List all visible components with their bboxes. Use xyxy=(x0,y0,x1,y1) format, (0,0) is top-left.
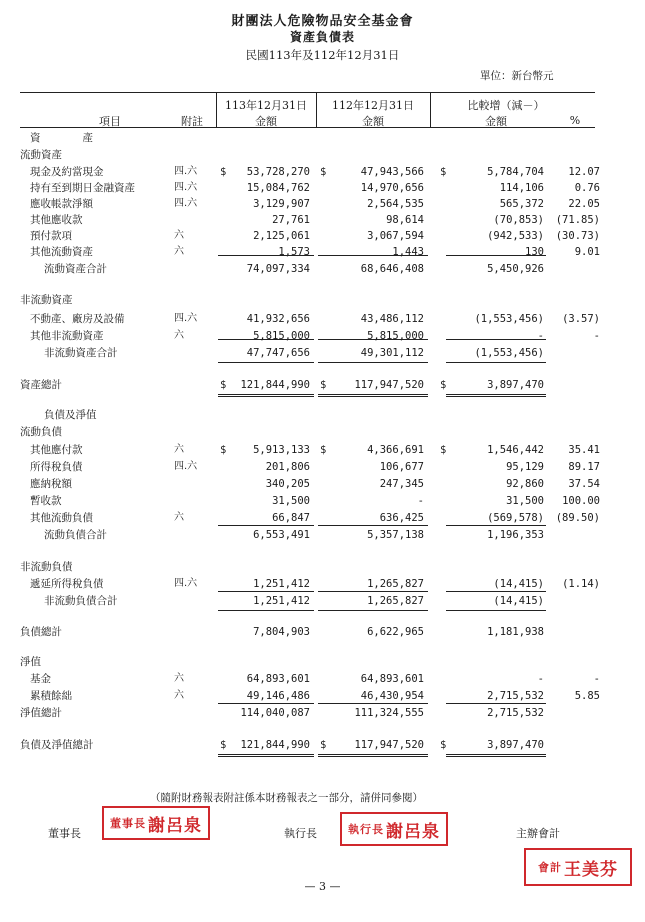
row-label: 其他應付款 xyxy=(30,444,83,456)
currency-symbol: $ xyxy=(220,379,227,391)
change-amount: (942,533) xyxy=(487,230,544,242)
current-amount: 74,097,334 xyxy=(246,263,310,275)
current-amount: 53,728,270 xyxy=(246,166,310,178)
current-amount: 114,040,087 xyxy=(240,707,310,719)
prior-amount: 5,357,138 xyxy=(367,529,424,541)
current-amount: 31,500 xyxy=(272,495,310,507)
change-percent: (30.73) xyxy=(555,230,600,242)
subtotal-rule xyxy=(446,255,546,256)
change-amount: - xyxy=(537,330,544,342)
row-label: 流動負債合計 xyxy=(44,529,107,541)
prior-amount: 117,947,520 xyxy=(354,379,424,391)
col-divider xyxy=(430,92,431,127)
current-amount: 1,251,412 xyxy=(253,578,310,590)
prior-amount: 111,324,555 xyxy=(354,707,424,719)
prior-amount: 49,301,112 xyxy=(360,347,424,359)
row-note: 六 xyxy=(174,444,184,455)
current-amount: 121,844,990 xyxy=(240,739,310,751)
column-header-current-date: 113年12月31日 xyxy=(225,99,307,112)
prior-amount: 64,893,601 xyxy=(360,673,424,685)
change-percent: 22.05 xyxy=(568,198,600,210)
prior-amount: 47,943,566 xyxy=(360,166,424,178)
currency-symbol: $ xyxy=(220,444,227,456)
statement-period: 民國113年及112年12月31日 xyxy=(245,48,400,62)
table-top-rule xyxy=(20,92,595,93)
prior-amount: 68,646,408 xyxy=(360,263,424,275)
row-label: 非流動負債合計 xyxy=(44,595,118,607)
change-amount: (14,415) xyxy=(493,578,544,590)
row-label: 其他流動負債 xyxy=(30,512,93,524)
currency-unit: 單位：新台幣元 xyxy=(480,70,554,82)
prior-amount: 117,947,520 xyxy=(354,739,424,751)
subtotal-rule xyxy=(318,703,428,704)
change-amount: (569,578) xyxy=(487,512,544,524)
change-amount: 5,450,926 xyxy=(487,263,544,275)
subtotal-rule xyxy=(318,255,428,256)
change-percent: 100.00 xyxy=(562,495,600,507)
currency-symbol: $ xyxy=(440,379,447,391)
row-label: 應收帳款淨額 xyxy=(30,198,93,210)
change-amount: (70,853) xyxy=(493,214,544,226)
subtotal-rule xyxy=(318,525,428,526)
seal-title: 董事長 xyxy=(110,817,146,830)
change-percent: (3.57) xyxy=(562,313,600,325)
column-header-prior-amount: 金額 xyxy=(362,115,384,128)
prior-amount: 1,265,827 xyxy=(367,578,424,590)
change-percent: 5.85 xyxy=(574,690,600,702)
total-double-rule xyxy=(218,394,314,397)
row-label: 負債及淨值 xyxy=(44,409,97,421)
row-note: 六 xyxy=(174,512,184,523)
change-amount: 565,372 xyxy=(499,198,544,210)
prior-amount: 6,622,965 xyxy=(367,626,424,638)
subtotal-rule xyxy=(318,610,428,611)
current-amount: 340,205 xyxy=(265,478,310,490)
change-amount: (1,553,456) xyxy=(474,347,544,359)
change-percent: 9.01 xyxy=(574,246,600,258)
current-amount: 5,913,133 xyxy=(253,444,310,456)
change-amount: 5,784,704 xyxy=(487,166,544,178)
column-header-percent: % xyxy=(569,114,581,127)
change-amount: 2,715,532 xyxy=(487,690,544,702)
subtotal-rule xyxy=(446,703,546,704)
row-note: 六 xyxy=(174,673,184,684)
change-amount: 1,181,938 xyxy=(487,626,544,638)
subtotal-rule xyxy=(446,610,546,611)
change-amount: 130 xyxy=(525,246,544,258)
row-label: 不動產、廠房及設備 xyxy=(30,313,125,325)
row-label: 基金 xyxy=(30,673,51,685)
row-label: 非流動資產合計 xyxy=(44,347,118,359)
column-header-item: 項目 xyxy=(99,115,121,128)
subtotal-rule xyxy=(446,525,546,526)
change-amount: 1,546,442 xyxy=(487,444,544,456)
row-note: 四.六 xyxy=(174,578,198,589)
subtotal-rule xyxy=(218,610,314,611)
row-label: 資 產 xyxy=(30,132,93,144)
prior-amount: - xyxy=(417,495,424,507)
subtotal-rule xyxy=(218,703,314,704)
change-amount: 31,500 xyxy=(506,495,544,507)
change-amount: 3,897,470 xyxy=(487,379,544,391)
prior-amount: 2,564,535 xyxy=(367,198,424,210)
current-amount: 47,747,656 xyxy=(246,347,310,359)
change-percent: 37.54 xyxy=(568,478,600,490)
row-label: 所得稅負債 xyxy=(30,461,83,473)
prior-amount: 98,614 xyxy=(386,214,424,226)
row-label: 其他非流動資產 xyxy=(30,330,104,342)
currency-symbol: $ xyxy=(220,166,227,178)
total-double-rule xyxy=(318,754,428,757)
row-label: 流動負債 xyxy=(20,426,62,438)
row-label: 其他流動資產 xyxy=(30,246,93,258)
currency-symbol: $ xyxy=(320,379,327,391)
current-amount: 66,847 xyxy=(272,512,310,524)
column-header-note: 附註 xyxy=(181,115,203,128)
row-label: 其他應收款 xyxy=(30,214,83,226)
row-note: 四.六 xyxy=(174,198,198,209)
currency-symbol: $ xyxy=(320,739,327,751)
change-percent: - xyxy=(593,330,600,342)
currency-symbol: $ xyxy=(320,444,327,456)
subtotal-rule xyxy=(446,362,546,363)
subtotal-rule xyxy=(218,362,314,363)
prior-amount: 106,677 xyxy=(379,461,424,473)
row-label: 資產總計 xyxy=(20,379,62,391)
total-double-rule xyxy=(446,754,546,757)
current-amount: 41,932,656 xyxy=(246,313,310,325)
current-amount: 27,761 xyxy=(272,214,310,226)
row-note: 四.六 xyxy=(174,166,198,177)
current-amount: 7,804,903 xyxy=(253,626,310,638)
prior-amount: 636,425 xyxy=(379,512,424,524)
change-amount: 114,106 xyxy=(499,182,544,194)
prior-amount: 3,067,594 xyxy=(367,230,424,242)
org-name: 財團法人危險物品安全基金會 xyxy=(231,14,414,29)
current-amount: 2,125,061 xyxy=(253,230,310,242)
current-amount: 1,573 xyxy=(278,246,310,258)
seal-name: 謝呂泉 xyxy=(386,821,440,842)
change-percent: (89.50) xyxy=(555,512,600,524)
row-label: 持有至到期日金融資產 xyxy=(30,182,135,194)
row-label: 流動資產合計 xyxy=(44,263,107,275)
subtotal-rule xyxy=(318,591,428,592)
statement-title: 資產負債表 xyxy=(289,30,355,44)
change-amount: 3,897,470 xyxy=(487,739,544,751)
column-header-current-amount: 金額 xyxy=(255,115,277,128)
row-label: 現金及約當現金 xyxy=(30,166,104,178)
prior-amount: 43,486,112 xyxy=(360,313,424,325)
current-amount: 3,129,907 xyxy=(253,198,310,210)
subtotal-rule xyxy=(218,339,314,340)
current-amount: 201,806 xyxy=(265,461,310,473)
row-label: 遞延所得稅負債 xyxy=(30,578,104,590)
currency-symbol: $ xyxy=(320,166,327,178)
current-amount: 6,553,491 xyxy=(253,529,310,541)
row-note: 六 xyxy=(174,330,184,341)
row-label: 非流動資產 xyxy=(20,294,73,306)
seal-name: 王美芬 xyxy=(564,859,618,880)
currency-symbol: $ xyxy=(440,739,447,751)
prior-amount: 247,345 xyxy=(379,478,424,490)
change-percent: - xyxy=(593,673,600,685)
footnote: （隨附財務報表附註係本財務報表之一部分，請併同參閱） xyxy=(150,792,423,804)
row-note: 四.六 xyxy=(174,182,198,193)
row-label: 負債及淨值總計 xyxy=(20,739,94,751)
seal-name: 謝呂泉 xyxy=(148,815,202,836)
row-label: 非流動負債 xyxy=(20,561,73,573)
row-label: 流動資產 xyxy=(20,149,62,161)
row-label: 應納稅額 xyxy=(30,478,72,490)
currency-symbol: $ xyxy=(220,739,227,751)
change-percent: (71.85) xyxy=(555,214,600,226)
column-header-change-amount: 金額 xyxy=(485,115,507,128)
row-label: 淨值 xyxy=(20,656,41,668)
change-percent: (1.14) xyxy=(562,578,600,590)
row-label: 預付款項 xyxy=(30,230,72,242)
row-note: 四.六 xyxy=(174,313,198,324)
prior-amount: 14,970,656 xyxy=(360,182,424,194)
change-amount: - xyxy=(537,673,544,685)
prior-amount: 5,815,000 xyxy=(367,330,424,342)
current-amount: 49,146,486 xyxy=(246,690,310,702)
currency-symbol: $ xyxy=(440,444,447,456)
total-double-rule xyxy=(318,394,428,397)
prior-amount: 1,443 xyxy=(392,246,424,258)
subtotal-rule xyxy=(446,591,546,592)
current-amount: 15,084,762 xyxy=(246,182,310,194)
row-label: 累積餘絀 xyxy=(30,690,72,702)
seal-title: 會計 xyxy=(538,861,562,874)
row-note: 六 xyxy=(174,246,184,257)
row-label: 暫收款 xyxy=(30,495,62,507)
current-amount: 1,251,412 xyxy=(253,595,310,607)
change-amount: (1,553,456) xyxy=(474,313,544,325)
ceo-label: 執行長 xyxy=(284,827,317,840)
current-amount: 121,844,990 xyxy=(240,379,310,391)
currency-symbol: $ xyxy=(440,166,447,178)
change-percent: 35.41 xyxy=(568,444,600,456)
page-number: — 3 — xyxy=(304,880,341,893)
current-amount: 64,893,601 xyxy=(246,673,310,685)
prior-amount: 46,430,954 xyxy=(360,690,424,702)
ceo-seal xyxy=(340,812,448,846)
change-amount: 1,196,353 xyxy=(487,529,544,541)
change-amount: 95,129 xyxy=(506,461,544,473)
change-amount: 2,715,532 xyxy=(487,707,544,719)
chairman-label: 董事長 xyxy=(48,827,81,840)
chairman-seal xyxy=(102,806,210,840)
row-label: 淨值總計 xyxy=(20,707,62,719)
change-percent: 89.17 xyxy=(568,461,600,473)
column-header-change: 比較增（減－） xyxy=(467,99,545,112)
change-percent: 0.76 xyxy=(574,182,600,194)
change-percent: 12.07 xyxy=(568,166,600,178)
subtotal-rule xyxy=(218,525,314,526)
total-double-rule xyxy=(218,754,314,757)
subtotal-rule xyxy=(318,339,428,340)
row-note: 四.六 xyxy=(174,461,198,472)
column-header-prior-date: 112年12月31日 xyxy=(332,99,414,112)
total-double-rule xyxy=(446,394,546,397)
subtotal-rule xyxy=(318,362,428,363)
row-note: 六 xyxy=(174,230,184,241)
current-amount: 5,815,000 xyxy=(253,330,310,342)
change-amount: 92,860 xyxy=(506,478,544,490)
row-label: 負債總計 xyxy=(20,626,62,638)
row-note: 六 xyxy=(174,690,184,701)
change-amount: (14,415) xyxy=(493,595,544,607)
subtotal-rule xyxy=(218,255,314,256)
prior-amount: 4,366,691 xyxy=(367,444,424,456)
seal-title: 執行長 xyxy=(348,823,384,836)
subtotal-rule xyxy=(218,591,314,592)
prior-amount: 1,265,827 xyxy=(367,595,424,607)
accountant-label: 主辦會計 xyxy=(516,827,560,840)
subtotal-rule xyxy=(446,339,546,340)
